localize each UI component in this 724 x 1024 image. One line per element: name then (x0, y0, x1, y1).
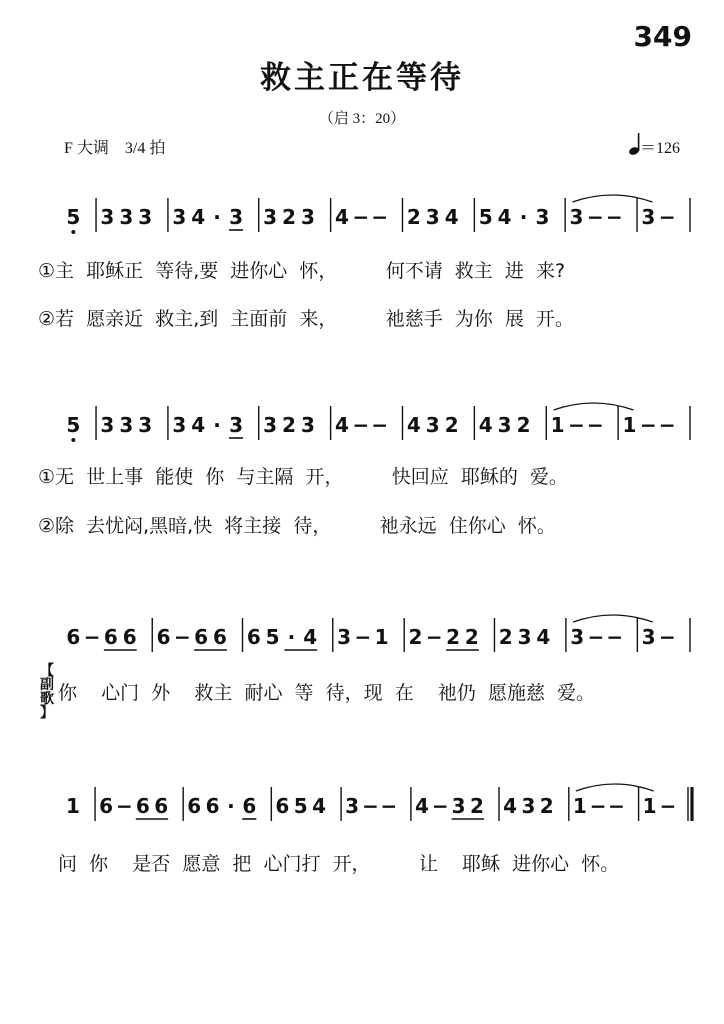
note-6: 6 (103, 625, 118, 649)
notation-system-4 (0, 775, 724, 835)
note-1: 1 (622, 413, 637, 437)
note-6: 6 (66, 625, 81, 649)
note-4: 4 (312, 794, 327, 818)
note-4: 4 (444, 205, 459, 229)
tie-arc (573, 615, 652, 622)
note-3: 3 (641, 205, 656, 229)
dash-sustain: − (380, 794, 398, 818)
system-2-lyric-verse-1: ①无 世上事 能使 你 与主隔 开， 快回应 耶稣的 爱。 (38, 466, 568, 488)
note-6: 6 (246, 625, 261, 649)
note-4: 4 (191, 413, 206, 437)
note-4: 4 (334, 205, 349, 229)
note-6: 6 (154, 794, 169, 818)
note-3: 3 (517, 625, 532, 649)
tempo-marking: ＝126 (640, 140, 681, 157)
note-2: 2 (408, 625, 423, 649)
note-5: 5 (478, 205, 493, 229)
dash-sustain: − (605, 205, 623, 229)
dash-sustain: − (659, 625, 676, 649)
note-3: 3 (172, 205, 187, 229)
note-4: 4 (536, 625, 551, 649)
note-2: 2 (282, 205, 296, 229)
note-4: 4 (414, 794, 429, 818)
augmentation-dot: · (287, 625, 296, 649)
note-3: 3 (345, 794, 360, 818)
system-1-lyric-verse-2: ②若 愿亲近 救主,到 主面前 来， 祂慈手 为你 展 开。 (38, 308, 574, 330)
tie-arc (573, 195, 653, 202)
note-3: 3 (138, 205, 153, 229)
dash-sustain: − (589, 794, 607, 818)
note-3: 3 (521, 794, 536, 818)
note-4: 4 (497, 205, 512, 229)
notation-system-2 (0, 394, 724, 454)
note-3: 3 (569, 205, 584, 229)
note-2: 2 (406, 205, 421, 229)
low-octave-dot (71, 438, 75, 442)
note-4: 4 (303, 625, 318, 649)
dash-sustain: − (658, 205, 676, 229)
dash-sustain: − (658, 413, 676, 437)
key-signature: F 大调 3/4 拍 (64, 140, 166, 157)
note-2: 2 (516, 413, 531, 437)
note-6: 6 (194, 625, 209, 649)
note-2: 2 (539, 794, 554, 818)
note-2: 2 (464, 625, 479, 649)
note-6: 6 (187, 794, 202, 818)
dash-sustain: − (587, 625, 605, 649)
note-6: 6 (99, 794, 114, 818)
dash-sustain: − (659, 794, 677, 818)
dash-sustain: − (371, 413, 389, 437)
notation-system-3 (0, 606, 724, 666)
note-3: 3 (229, 413, 243, 437)
dash-sustain: − (425, 625, 443, 649)
note-4: 4 (406, 413, 421, 437)
dash-sustain: − (568, 413, 585, 437)
note-1: 1 (572, 794, 587, 818)
augmentation-dot: · (227, 794, 235, 818)
note-4: 4 (334, 413, 349, 437)
tie-arc (576, 784, 654, 791)
note-2: 2 (470, 794, 484, 818)
dash-sustain: − (371, 205, 389, 229)
note-5: 5 (66, 413, 81, 437)
note-6: 6 (205, 794, 220, 818)
dash-sustain: − (116, 794, 133, 818)
system-1-lyric-verse-1: ①主 耶稣正 等待,要 进你心 怀， 何不请 救主 进 来? (38, 260, 566, 282)
chorus-label-bracket-close: 】 (40, 705, 54, 721)
note-5: 5 (66, 205, 81, 229)
scripture-reference: （启 3：20） (318, 111, 406, 127)
chorus-label-bracket-open: 【 (40, 663, 54, 679)
dash-sustain: − (608, 794, 625, 818)
dash-sustain: − (606, 625, 624, 649)
system-4-lyric: 问 你 是否 愿意 把 心门打 开， 让 耶稣 进你心 怀。 (58, 853, 620, 875)
notation-system-1 (0, 186, 724, 246)
note-6: 6 (242, 794, 257, 818)
chorus-label-char-1: 副 (40, 677, 54, 693)
dash-sustain: − (352, 413, 370, 437)
note-3: 3 (451, 794, 466, 818)
augmentation-dot: · (519, 205, 528, 229)
note-3: 3 (263, 205, 278, 229)
note-1: 1 (642, 794, 657, 818)
note-3: 3 (119, 413, 134, 437)
tie-arc (554, 403, 634, 410)
note-3: 3 (229, 205, 243, 229)
note-3: 3 (535, 205, 550, 229)
dash-sustain: − (83, 625, 101, 649)
note-6: 6 (275, 794, 290, 818)
note-2: 2 (282, 413, 296, 437)
note-3: 3 (300, 205, 315, 229)
note-3: 3 (337, 625, 351, 649)
note-4: 4 (478, 413, 493, 437)
note-4: 4 (503, 794, 518, 818)
note-3: 3 (100, 205, 115, 229)
note-3: 3 (641, 625, 656, 649)
dash-sustain: − (640, 413, 657, 437)
dash-sustain: − (587, 205, 604, 229)
system-2-lyric-verse-2: ②除 去忧闷,黑暗,快 将主接 待， 祂永远 住你心 怀。 (38, 515, 556, 537)
note-6: 6 (212, 625, 227, 649)
page-number: 349 (633, 20, 692, 53)
dash-sustain: − (587, 413, 604, 437)
augmentation-dot: · (213, 413, 221, 437)
dash-sustain: − (431, 794, 449, 818)
note-6: 6 (122, 625, 137, 649)
dash-sustain: − (352, 205, 370, 229)
note-6: 6 (135, 794, 150, 818)
low-octave-dot (71, 230, 75, 234)
dash-sustain: − (362, 794, 379, 818)
note-1: 1 (66, 794, 80, 818)
note-2: 2 (444, 413, 459, 437)
note-3: 3 (263, 413, 278, 437)
hymn-title: 救主正在等待 (260, 60, 464, 96)
chorus-label (38, 664, 56, 720)
note-3: 3 (119, 205, 134, 229)
note-3: 3 (425, 205, 440, 229)
dash-sustain: − (354, 625, 372, 649)
dash-sustain: − (173, 625, 191, 649)
note-3: 3 (138, 413, 153, 437)
note-2: 2 (446, 625, 461, 649)
note-4: 4 (191, 205, 206, 229)
note-1: 1 (374, 625, 389, 649)
note-5: 5 (265, 625, 280, 649)
chorus-label-char-2: 歌 (40, 691, 54, 707)
augmentation-dot: · (213, 205, 221, 229)
system-3-lyric: 你 心门 外 救主 耐心 等 待，现 在 祂仍 愿施慈 爱。 (58, 682, 596, 704)
note-3: 3 (425, 413, 440, 437)
note-3: 3 (497, 413, 512, 437)
note-2: 2 (498, 625, 513, 649)
note-1: 1 (550, 413, 565, 437)
note-3: 3 (570, 625, 585, 649)
note-3: 3 (172, 413, 187, 437)
note-3: 3 (300, 413, 315, 437)
note-6: 6 (156, 625, 171, 649)
note-5: 5 (293, 794, 308, 818)
note-3: 3 (100, 413, 115, 437)
